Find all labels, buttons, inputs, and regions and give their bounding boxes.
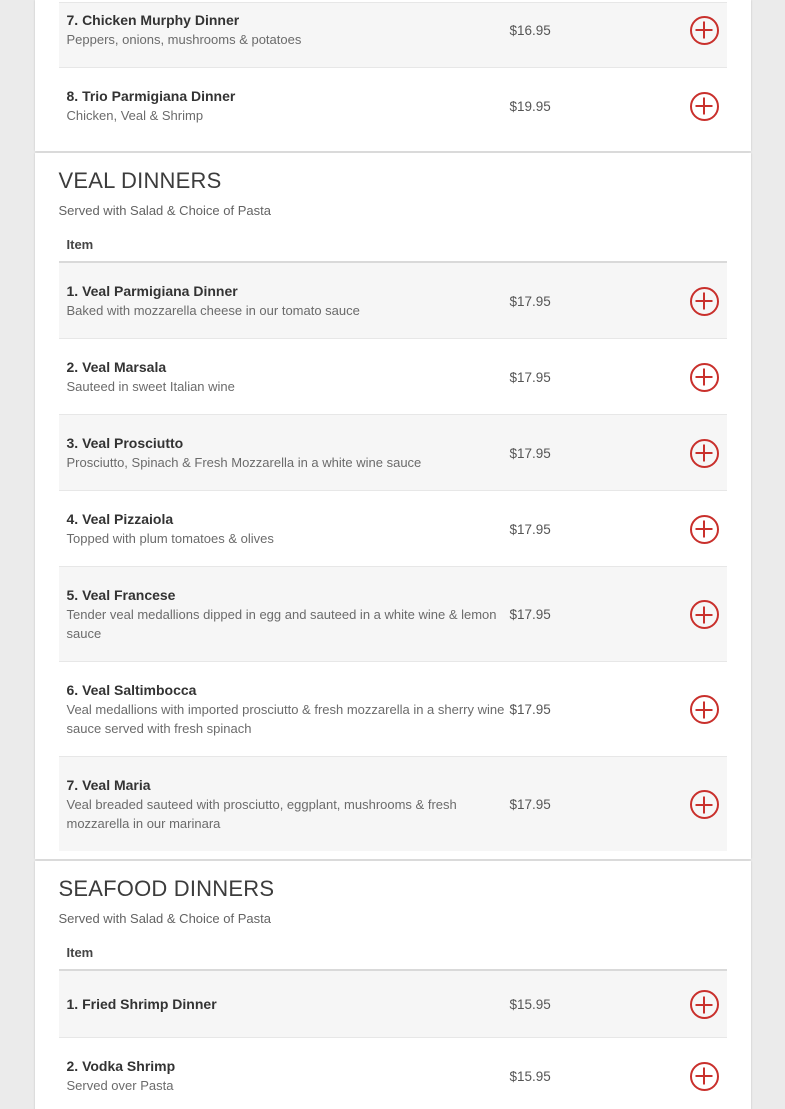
- item-price: $19.95: [509, 98, 551, 114]
- menu-items-table: [59, 0, 727, 143]
- plus-circle-icon: [692, 602, 717, 627]
- item-price: $17.95: [509, 607, 551, 622]
- menu-item-row: [59, 756, 727, 851]
- item-name-cell: [67, 434, 510, 472]
- menu-item-row: [59, 490, 727, 566]
- item-price: $16.95: [509, 22, 551, 38]
- plus-circle-icon: [692, 697, 717, 722]
- section-title: VEAL DINNERS: [58, 168, 222, 193]
- item-price: $17.95: [509, 445, 551, 461]
- item-description: Sauteed in sweet Italian wine: [66, 379, 235, 394]
- menu-item-row: [59, 414, 727, 490]
- item-add-cell: [690, 1062, 719, 1091]
- add-item-button[interactable]: [690, 790, 719, 819]
- item-price: $17.95: [509, 521, 551, 537]
- item-add-cell: [690, 16, 719, 45]
- item-name: 7. Chicken Murphy Dinner: [66, 12, 240, 28]
- menu-item-row: [59, 566, 727, 661]
- menu-section-card-veal-dinners: [35, 153, 751, 859]
- menu-item-row: [59, 338, 727, 414]
- plus-circle-icon: [692, 517, 717, 542]
- add-item-button[interactable]: [690, 515, 719, 544]
- item-name-cell: [67, 1057, 510, 1095]
- plus-circle-icon: [692, 441, 717, 466]
- item-name: 6. Veal Saltimbocca: [66, 682, 197, 698]
- item-description: Served over Pasta: [66, 1078, 174, 1093]
- item-description: Baked with mozzarella cheese in our tomato sauce: [66, 303, 360, 318]
- item-description: Tender veal medallions dipped in egg and sauteed in a white wine & lemon sauce: [66, 607, 497, 641]
- menu-item-row: [59, 971, 727, 1037]
- plus-circle-icon: [692, 1064, 717, 1089]
- item-name-cell: [67, 586, 510, 643]
- menu-item-row: [59, 1037, 727, 1109]
- item-description: Topped with plum tomatoes & olives: [66, 531, 274, 546]
- item-name: 2. Veal Marsala: [66, 359, 167, 375]
- plus-circle-icon: [692, 18, 717, 43]
- menu-items-table: [59, 969, 727, 1109]
- item-name: 8. Trio Parmigiana Dinner: [66, 88, 236, 104]
- item-price: $17.95: [509, 702, 551, 717]
- menu-item-row: [59, 67, 727, 143]
- add-item-button[interactable]: [690, 287, 719, 316]
- item-name-cell: [67, 681, 510, 738]
- item-add-cell: [690, 92, 719, 121]
- item-name: 1. Veal Parmigiana Dinner: [66, 283, 238, 299]
- item-name: 1. Fried Shrimp Dinner: [66, 996, 217, 1012]
- menu-item-row: [59, 263, 727, 338]
- item-add-cell: [690, 439, 719, 468]
- item-name-cell: [67, 11, 510, 49]
- plus-circle-icon: [692, 289, 717, 314]
- add-item-button[interactable]: [690, 600, 719, 629]
- item-name: 5. Veal Francese: [66, 587, 176, 603]
- item-name-cell: [67, 87, 510, 125]
- item-name: 2. Vodka Shrimp: [66, 1058, 176, 1074]
- section-title: SEAFOOD DINNERS: [58, 876, 275, 901]
- item-name-cell: [67, 995, 510, 1014]
- menu-section-card-partial: [35, 0, 751, 151]
- item-name: 3. Veal Prosciutto: [66, 435, 184, 451]
- item-add-cell: [690, 515, 719, 544]
- item-add-cell: [690, 287, 719, 316]
- add-item-button[interactable]: [690, 92, 719, 121]
- item-name: 7. Veal Maria: [66, 777, 151, 793]
- item-description: Prosciutto, Spinach & Fresh Mozzarella in a white wine sauce: [66, 455, 422, 470]
- item-name-cell: [67, 358, 510, 396]
- item-price: $17.95: [509, 293, 551, 309]
- section-subtitle: Served with Salad & Choice of Pasta: [58, 203, 271, 218]
- add-item-button[interactable]: [690, 695, 719, 724]
- item-price: $15.95: [509, 1068, 551, 1084]
- item-price: $15.95: [509, 997, 551, 1012]
- item-name-cell: [67, 776, 510, 833]
- menu-section-card-seafood-dinners: [35, 861, 751, 1109]
- item-column-header: Item: [66, 945, 94, 960]
- plus-circle-icon: [692, 94, 717, 119]
- item-description: Peppers, onions, mushrooms & potatoes: [66, 32, 302, 47]
- item-description: Chicken, Veal & Shrimp: [66, 108, 204, 123]
- item-description: Veal breaded sauteed with prosciutto, eggplant, mushrooms & fresh mozzarella in our marinara: [66, 797, 457, 831]
- add-item-button[interactable]: [690, 16, 719, 45]
- item-add-cell: [690, 990, 719, 1019]
- item-name-cell: [67, 510, 510, 548]
- item-add-cell: [690, 363, 719, 392]
- item-price: $17.95: [509, 369, 551, 385]
- item-add-cell: [690, 695, 719, 724]
- menu-items-table: [59, 261, 727, 851]
- item-description: Veal medallions with imported prosciutto & fresh mozzarella in a sherry wine sauce served with fresh spinach: [66, 702, 505, 736]
- item-name: 4. Veal Pizzaiola: [66, 511, 174, 527]
- plus-circle-icon: [692, 365, 717, 390]
- menu-item-row: [59, 2, 727, 67]
- add-item-button[interactable]: [690, 990, 719, 1019]
- plus-circle-icon: [692, 992, 717, 1017]
- section-subtitle: Served with Salad & Choice of Pasta: [58, 911, 271, 926]
- menu-item-row: [59, 661, 727, 756]
- item-name-cell: [67, 282, 510, 320]
- item-add-cell: [690, 790, 719, 819]
- add-item-button[interactable]: [690, 1062, 719, 1091]
- item-price: $17.95: [509, 797, 551, 812]
- plus-circle-icon: [692, 792, 717, 817]
- add-item-button[interactable]: [690, 363, 719, 392]
- add-item-button[interactable]: [690, 439, 719, 468]
- item-add-cell: [690, 600, 719, 629]
- item-column-header: Item: [66, 237, 94, 252]
